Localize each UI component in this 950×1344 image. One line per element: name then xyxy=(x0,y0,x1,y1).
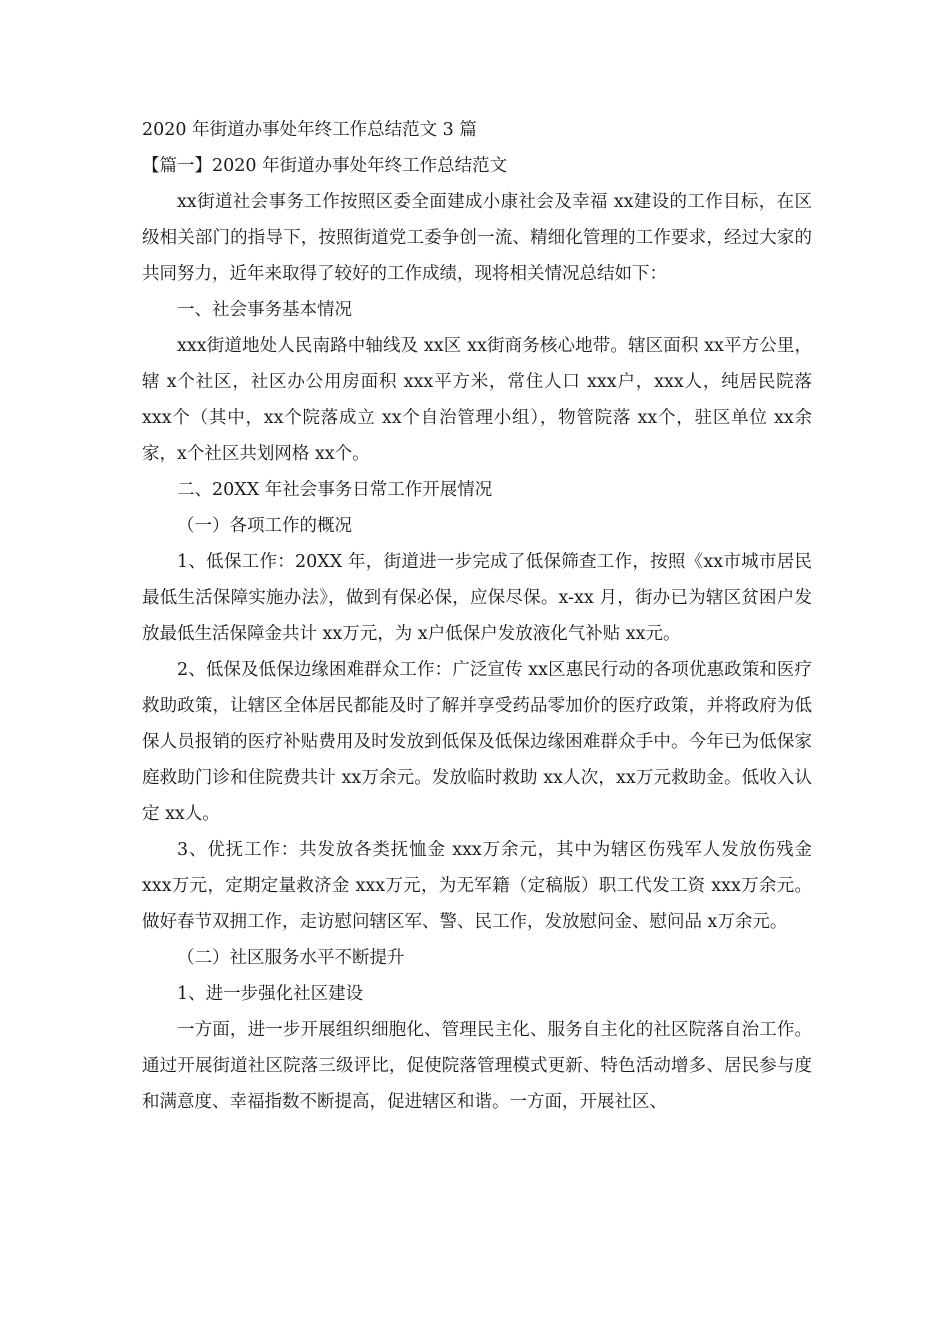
paragraph-community-building: 一方面，进一步开展组织细胞化、管理民主化、服务自主化的社区院落自治工作。通过开展街道社区院落三级评比，促使院落管理模式更新、特色活动增多、居民参与度和满意度、幸福指数不断提高，促进辖区和谐。一方面，开展社区、 xyxy=(142,1020,812,1112)
subheading-overview: （一）各项工作的概况 xyxy=(177,516,352,536)
section-heading: 【篇一】2020 年街道办事处年终工作总结范文 xyxy=(142,156,508,176)
paragraph-dibao-edge: 2、低保及低保边缘困难群众工作：广泛宣传 xx区惠民行动的各项优惠政策和医疗救助政策，让辖区全体居民都能及时了解并享受药品零加价的医疗政策，并将政府为低保人员报销的医疗补贴费用及时发放到低保及低保边缘困难群众手中。今年已为低保家庭救助门诊和住院费共计 xx万余元。发放临时救助 xx人次，xx万元救助金。低收入认定 xx人。 xyxy=(142,660,812,824)
document-page xyxy=(142,112,812,1120)
subheading-community-service: （二）社区服务水平不断提升 xyxy=(177,948,405,968)
subheading-community-building: 1、进一步强化社区建设 xyxy=(177,984,364,1004)
heading-daily-work: 二、20XX 年社会事务日常工作开展情况 xyxy=(177,480,493,500)
paragraph-youfu: 3、优抚工作：共发放各类抚恤金 xxx万余元，其中为辖区伤残军人发放伤残金 xxx万元，定期定量救济金 xxx万元，为无军籍（定稿版）职工代发工资 xxx万余元。做好春节双拥工作，走访慰问辖区军、警、民工作，发放慰问金、慰问品 x万余元。 xyxy=(142,840,812,932)
heading-basic-situation: 一、社会事务基本情况 xyxy=(177,300,352,320)
paragraph-intro: xx街道社会事务工作按照区委全面建成小康社会及幸福 xx建设的工作目标，在区级相关部门的指导下，按照街道党工委争创一流、精细化管理的工作要求，经过大家的共同努力，近年来取得了较好的工作成绩，现将相关情况总结如下： xyxy=(142,192,812,284)
document-title: 2020 年街道办事处年终工作总结范文 3 篇 xyxy=(142,120,477,140)
paragraph-basic-situation: xxx街道地处人民南路中轴线及 xx区 xx街商务核心地带。辖区面积 xx平方公里，辖 x个社区，社区办公用房面积 xxx平方米，常住人口 xxx户，xxx人，纯居民院落 xxx个（其中，xx个院落成立 xx个自治管理小组），物管院落 xx个，驻区单位 xx余家，x个社区共划网格 xx个。 xyxy=(142,336,812,464)
paragraph-dibao: 1、低保工作：20XX 年，街道进一步完成了低保筛查工作，按照《xx市城市居民最低生活保障实施办法》，做到有保必保，应保尽保。x-xx 月，街办已为辖区贫困户发放最低生活保障金共计 xx万元，为 x户低保户发放液化气补贴 xx元。 xyxy=(142,552,812,644)
